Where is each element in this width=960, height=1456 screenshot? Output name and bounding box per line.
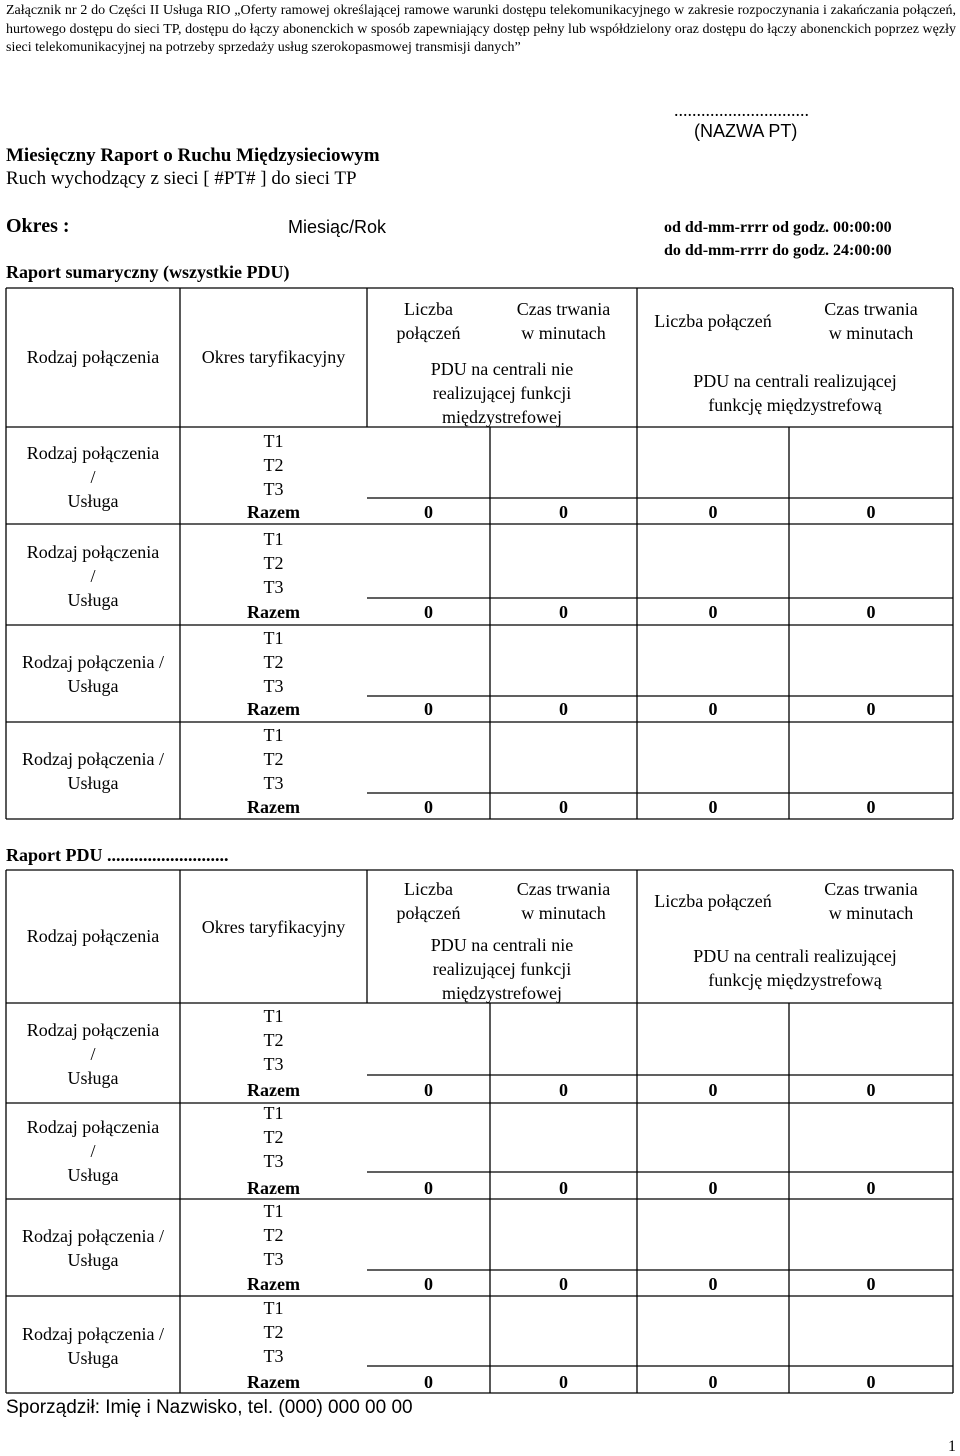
col-header-czas-1: Czas trwania w minutach	[516, 879, 611, 923]
okres-label: Okres :	[6, 215, 70, 237]
razem-label: Razem	[247, 1372, 300, 1392]
razem-value: 0	[559, 1372, 568, 1392]
col-header-pdu-nie: PDU na centrali nie realizującej funkcji międzystrefowej	[430, 359, 574, 427]
tariff-labels: T1 T2 T3	[263, 1006, 284, 1074]
razem-value: 0	[424, 797, 433, 817]
razem-value: 0	[559, 699, 568, 719]
tariff-labels: T1 T2 T3	[263, 431, 284, 499]
razem-label: Razem	[247, 502, 300, 522]
col-header-liczba-1: Liczba połączeń	[396, 299, 461, 343]
razem-value: 0	[424, 1178, 433, 1198]
group-label: Rodzaj połączenia / Usługa	[26, 1020, 160, 1088]
razem-value: 0	[708, 699, 718, 719]
razem-value: 0	[708, 602, 718, 622]
pt-name: (NAZWA PT)	[694, 121, 798, 141]
col-header-pdu-nie: PDU na centrali nie realizującej funkcji międzystrefowej	[430, 935, 574, 1003]
date-to: do dd-mm-rrrr do godz. 24:00:00	[664, 242, 892, 259]
okres-value: Miesiąc/Rok	[288, 217, 387, 237]
col-header-czas-2: Czas trwania w minutach	[824, 299, 918, 343]
page-number: 1	[948, 1438, 956, 1455]
razem-value: 0	[559, 1178, 568, 1198]
razem-value: 0	[424, 502, 433, 522]
razem-value: 0	[866, 1274, 876, 1294]
col-header-liczba-2: Liczba połączeń	[654, 891, 772, 911]
razem-value: 0	[866, 602, 876, 622]
col-header-czas-2: Czas trwania w minutach	[824, 879, 918, 923]
razem-value: 0	[559, 602, 568, 622]
tariff-labels: T1 T2 T3	[263, 529, 284, 597]
razem-value: 0	[866, 502, 876, 522]
document-header: Załącznik nr 2 do Części II Usługa RIO „Oferty ramowej określającej ramowe warunki dostępu telekomunikacyjnego w zakresie rozpoczynania i zakańczania połączeń, hurtowego dostępu do sieci TP, dostępu do łączy abonenckich w sposób zapewniający dostęp pełny lub współdzielony oraz dostępu do łączy abonenckich poprzez węzły sieci telekomunikacyjnej na potrzeby sprzedaży usług szerokopasmowej transmisji danych”	[6, 3, 956, 55]
razem-value: 0	[708, 502, 718, 522]
group-label: Rodzaj połączenia / Usługa	[26, 542, 160, 610]
razem-value: 0	[708, 1178, 718, 1198]
col-header-okres: Okres taryfikacyjny	[201, 917, 346, 937]
razem-value: 0	[708, 1372, 718, 1392]
razem-value: 0	[424, 1372, 433, 1392]
razem-value: 0	[866, 1080, 876, 1100]
col-header-pdu-tak: PDU na centrali realizującej funkcję międzystrefową	[693, 946, 897, 990]
pt-name-dots: ..............................	[674, 100, 809, 120]
report-title: Miesięczny Raport o Ruchu Międzysieciowym	[6, 145, 380, 166]
tariff-labels: T1 T2 T3	[263, 725, 284, 793]
razem-value: 0	[866, 1178, 876, 1198]
razem-label: Razem	[247, 1178, 300, 1198]
razem-value: 0	[424, 1080, 433, 1100]
group-label: Rodzaj połączenia / Usługa	[26, 1117, 160, 1185]
report-subtitle: Ruch wychodzący z sieci [ #PT# ] do sieci TP	[6, 168, 357, 189]
date-from: od dd-mm-rrrr od godz. 00:00:00	[664, 219, 892, 236]
razem-value: 0	[866, 797, 876, 817]
group-label: Rodzaj połączenia / Usługa	[22, 1324, 164, 1368]
razem-label: Razem	[247, 602, 300, 622]
razem-value: 0	[866, 1372, 876, 1392]
razem-value: 0	[559, 502, 568, 522]
col-header-liczba-1: Liczba połączeń	[396, 879, 461, 923]
group-label: Rodzaj połączenia / Usługa	[22, 749, 164, 793]
group-label: Rodzaj połączenia / Usługa	[26, 443, 160, 511]
col-header-rodzaj: Rodzaj połączenia	[26, 347, 160, 367]
razem-value: 0	[424, 699, 433, 719]
razem-value: 0	[559, 1080, 568, 1100]
razem-value: 0	[559, 1274, 568, 1294]
col-header-pdu-tak: PDU na centrali realizującej funkcję międzystrefową	[693, 371, 897, 415]
pdu-report-title: Raport PDU ...........................	[6, 845, 229, 865]
razem-value: 0	[708, 1274, 718, 1294]
col-header-czas-1: Czas trwania w minutach	[516, 299, 611, 343]
razem-value: 0	[708, 1080, 718, 1100]
razem-label: Razem	[247, 797, 300, 817]
razem-value: 0	[424, 602, 433, 622]
tariff-labels: T1 T2 T3	[263, 1103, 284, 1171]
razem-label: Razem	[247, 699, 300, 719]
prepared-by: Sporządził: Imię i Nazwisko, tel. (000) 000 00 00	[6, 1397, 413, 1418]
summary-title: Raport sumaryczny (wszystkie PDU)	[6, 262, 290, 282]
razem-value: 0	[708, 797, 718, 817]
group-label: Rodzaj połączenia / Usługa	[22, 1226, 164, 1270]
tariff-labels: T1 T2 T3	[263, 628, 284, 696]
razem-label: Razem	[247, 1274, 300, 1294]
tariff-labels: T1 T2 T3	[263, 1201, 284, 1269]
col-header-rodzaj: Rodzaj połączenia	[26, 926, 160, 946]
razem-value: 0	[424, 1274, 433, 1294]
group-label: Rodzaj połączenia / Usługa	[22, 652, 164, 696]
razem-value: 0	[559, 797, 568, 817]
razem-label: Razem	[247, 1080, 300, 1100]
col-header-okres: Okres taryfikacyjny	[201, 347, 346, 367]
tariff-labels: T1 T2 T3	[263, 1298, 284, 1366]
razem-value: 0	[866, 699, 876, 719]
col-header-liczba-2: Liczba połączeń	[654, 311, 772, 331]
